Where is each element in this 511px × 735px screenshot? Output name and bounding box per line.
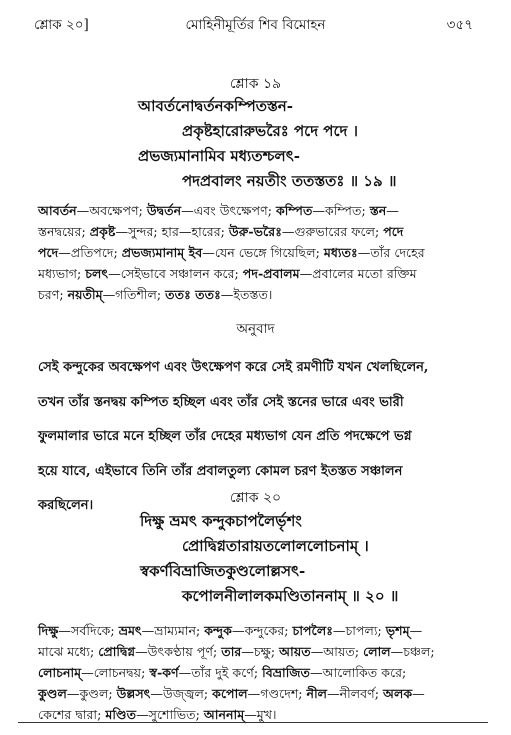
synonym-meaning: কেশের দ্বারা; (38, 707, 106, 722)
synonym-meaning: —আলোকিত করে; (310, 665, 407, 680)
page-bottom-rule (18, 722, 488, 723)
synonym-term: ততঃ ততঃ (165, 287, 221, 302)
verse-20-line-4: কপোলনীলালকমণ্ডিতাননাম্ ॥ ২০ ॥ (182, 587, 399, 605)
synonym-term: তার (221, 644, 242, 659)
synonym-term: নয়তীম্ (67, 287, 103, 302)
header-verse-ref: শ্লোক ২০] (34, 17, 89, 33)
translation-heading: অনুবাদ (236, 321, 275, 337)
synonym-line (38, 641, 478, 662)
synonym-term: প্রভজ্যমানাম্ ইব (121, 245, 203, 260)
synonym-term: প্রোদ্বিগ্ন (98, 644, 136, 659)
synonym-meaning: —উৎকণ্ঠায় পূর্ণ; (135, 644, 222, 659)
synonym-meaning: —যেন ভেঙ্গে গিয়েছিল; (202, 245, 324, 260)
synonym-meaning: —নীলবর্ণ; (327, 686, 384, 701)
synonym-term: অলক (383, 686, 413, 701)
synonym-meaning: —এবং উৎক্ষেপণ; (181, 203, 276, 218)
verse-20-line-3: স্বকর্ণবিভ্রাজিতকুণ্ডলোল্লসৎ- (140, 562, 306, 580)
synonym-meaning: —গতিশীল; (102, 287, 166, 302)
translation-line: হয়ে যাবে, এইভাবে তিনি তাঁর প্রবালতুল্য কোমল চরণ ইতস্তত সঞ্চালন (38, 463, 403, 479)
synonym-meaning: —চাপল্য; (332, 623, 386, 638)
synonym-term: লোচনাম্ (38, 665, 82, 680)
synonym-meaning: চরণ; (38, 287, 68, 302)
synonym-line (38, 242, 478, 263)
synonym-term: ভ্রমৎ (118, 623, 142, 638)
synonym-meaning: —উজ্জ্বল; (150, 686, 213, 701)
synonym-meaning: —সুন্দর; হার—হারের; (115, 224, 229, 239)
synonym-term: স্ব-কর্ণ (149, 665, 179, 680)
synonym-meaning: স্তনদ্বয়ের; (38, 224, 90, 239)
synonym-line (38, 221, 478, 242)
synonym-term: মণ্ডিত (105, 707, 137, 722)
synonym-term: স্তন (369, 203, 387, 218)
synonym-meaning: —কুণ্ডল; (66, 686, 117, 701)
verse-20-line-2: প্রোদ্বিগ্নতারায়তলোললোচনাম্ । (182, 537, 369, 555)
synonym-meaning: —প্রবালের মতো রক্তিম (299, 266, 417, 281)
translation-line: করছিলেন। (38, 498, 94, 513)
synonym-term: উদ্বর্তন (146, 203, 182, 218)
translation-line: সেই কন্দুকের অবক্ষেপণ এবং উৎক্ষেপণ করে সেই রমণীটি যখন খেলছিলেন, (38, 360, 429, 375)
synonym-meaning: —চক্ষু; (241, 644, 280, 659)
synonym-term: উল্লসৎ (116, 686, 151, 701)
synonym-meaning: —ইতস্তত। (220, 287, 273, 302)
synonym-term: কন্দুক (204, 623, 232, 638)
synonym-line (38, 200, 478, 221)
synonym-term: চাপলৈঃ (292, 623, 333, 638)
synonym-term: মধ্যতঃ (323, 245, 358, 260)
synonym-meaning: —তাঁর দুই কর্ণে; (178, 665, 263, 680)
synonym-meaning: —ভ্রাম্যমান; (141, 623, 205, 638)
synonym-term: কম্পিত (275, 203, 313, 218)
synonym-term: কুণ্ডল (38, 686, 67, 701)
synonym-meaning: —গুরুভারের ফলে; (281, 224, 384, 239)
synonym-term: প্রকৃষ্ট (89, 224, 116, 239)
synonym-term: পদে (383, 224, 404, 239)
translation-line: ফুলমালার ভারে মনে হচ্ছিল তাঁর দেহের মধ্যভাগ যেন প্রতি পদক্ষেপে ভগ্ন (38, 429, 412, 444)
verse-19-line-3: প্রভজ্যমানামিব মধ্যতশ্চলৎ- (138, 147, 300, 165)
verse-19-synonyms (38, 200, 478, 305)
synonym-meaning: —প্রতিপদে; (58, 245, 122, 260)
synonym-meaning: মাঝে মধ্যে; (38, 644, 99, 659)
synonym-term: দিক্ষু (38, 623, 59, 638)
synonym-meaning: —আয়ত; (310, 644, 364, 659)
synonym-meaning: —তাঁর দেহের (357, 245, 425, 260)
header-chapter-title: মোহিনীমূর্তির শিব বিমোহন (185, 17, 326, 33)
verse-19-line-4: পদপ্রবালং নয়তীং ততস্ততঃ ॥ ১৯ ॥ (182, 172, 397, 190)
synonym-meaning: —কম্পিত; (312, 203, 370, 218)
verse-20-synonyms (38, 620, 478, 725)
synonym-line (38, 620, 478, 641)
synonym-meaning: —লোচনদ্বয়; (81, 665, 150, 680)
synonym-meaning: —সুশোভিত; (136, 707, 204, 722)
synonym-line (38, 263, 478, 284)
synonym-meaning: —গণ্ডদেশ; (247, 686, 307, 701)
synonym-term: উরু-ভরৈঃ (228, 224, 282, 239)
synonym-meaning: — (386, 203, 399, 218)
synonym-meaning: —সর্বদিকে; (58, 623, 119, 638)
synonym-meaning: — (412, 686, 425, 701)
synonym-meaning: — (409, 623, 423, 638)
verse-19-line-1: আবর্তনোদ্বর্তনকম্পিতস্তন- (138, 97, 293, 115)
synonym-line (38, 284, 478, 305)
synonym-meaning: —অবক্ষেপণ; (76, 203, 147, 218)
synonym-term: নীল (306, 686, 328, 701)
synonym-line (38, 683, 478, 704)
verse-20-heading: শ্লোক ২০ (229, 490, 282, 506)
synonym-term: ভৃশম্ (385, 623, 410, 638)
synonym-meaning: —সেইভাবে সঞ্চালন করে; (108, 266, 243, 281)
synonym-term: পদে (38, 245, 59, 260)
synonym-meaning: —কন্দুকের; (231, 623, 293, 638)
verse-19-heading: শ্লোক ১৯ (229, 76, 282, 92)
verse-20-line-1: দিক্ষু ভ্রমৎ কন্দুকচাপলৈর্ভৃশং (140, 512, 302, 530)
synonym-term: লোল (363, 644, 391, 659)
synonym-term: পদ-প্রবালম (242, 266, 300, 281)
synonym-term: বিভ্রাজিত (262, 665, 311, 680)
synonym-meaning: —চঞ্চল; (390, 644, 435, 659)
synonym-term: আননাম্ (203, 707, 245, 722)
verse-19-line-2: প্রকৃষ্টহারোরুভরৈঃ পদে পদে । (182, 122, 358, 140)
synonym-term: চলৎ (85, 266, 109, 281)
translation-line: তখন তাঁর স্তনদ্বয় কম্পিত হচ্ছিল এবং তাঁর সেই স্তনের ভারে এবং ভারী (38, 394, 404, 410)
synonym-line (38, 662, 478, 683)
header-page-number: ৩৫৭ (446, 17, 473, 33)
synonym-meaning: —মুখ। (244, 707, 277, 722)
synonym-term: আবর্তন (38, 203, 77, 218)
synonym-term: আয়ত (279, 644, 311, 659)
synonym-meaning: মধ্যভাগ; (38, 266, 86, 281)
synonym-term: কপোল (212, 686, 248, 701)
